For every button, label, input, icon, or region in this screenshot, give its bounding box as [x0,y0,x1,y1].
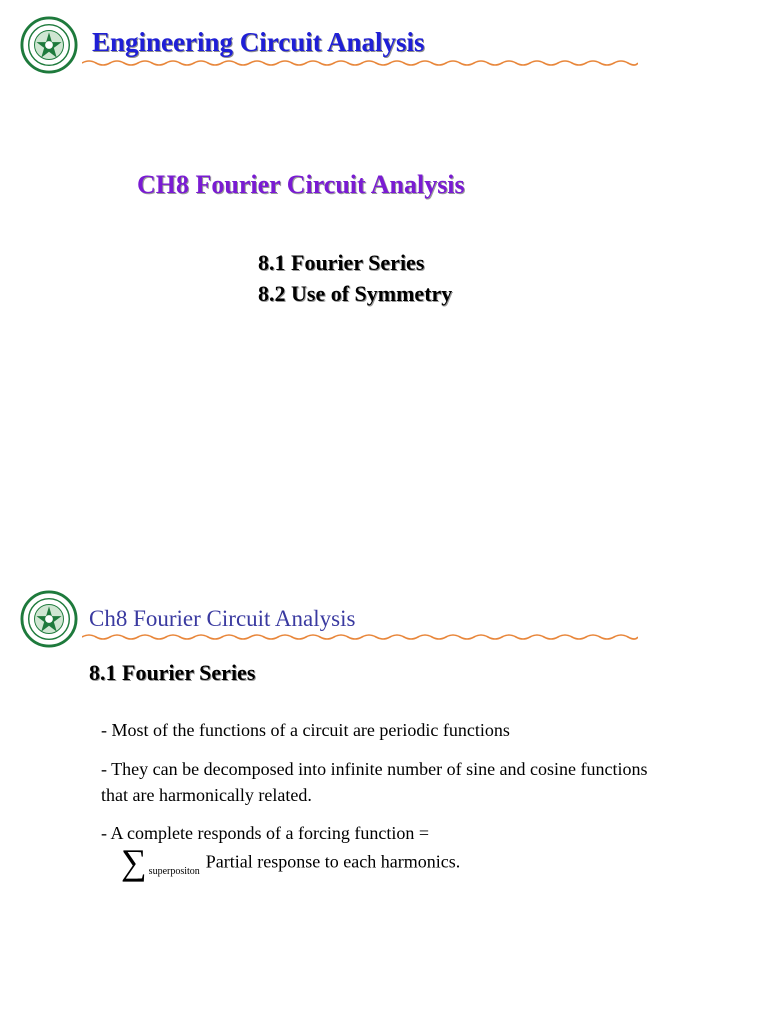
header-divider [82,632,638,642]
slide-2 [0,578,768,1024]
sum-text: Partial response to each harmonics. [205,851,461,872]
summation-formula [121,844,460,880]
chapter-title: CH8 Fourier Circuit Analysis [137,170,465,199]
bullet-item: - They can be decomposed into infinite number of sine and cosine functions that are harmonically related. [101,759,648,805]
topic-item: 8.1 Fourier Series [258,250,425,275]
university-seal-icon [20,590,78,648]
section-heading: 8.1 Fourier Series [89,660,256,685]
university-seal-icon [20,16,78,74]
bullet-item: - A complete responds of a forcing function = [101,823,430,843]
header-divider [82,58,638,68]
sigma-symbol: ∑ [121,842,147,882]
sum-subscript: superpositon [148,866,200,878]
bullet-item: - Most of the functions of a circuit are periodic functions [101,720,510,740]
topic-item: 8.2 Use of Symmetry [258,281,453,306]
header-title: Engineering Circuit Analysis [92,27,425,57]
slide-subtitle: Ch8 Fourier Circuit Analysis [89,606,356,631]
